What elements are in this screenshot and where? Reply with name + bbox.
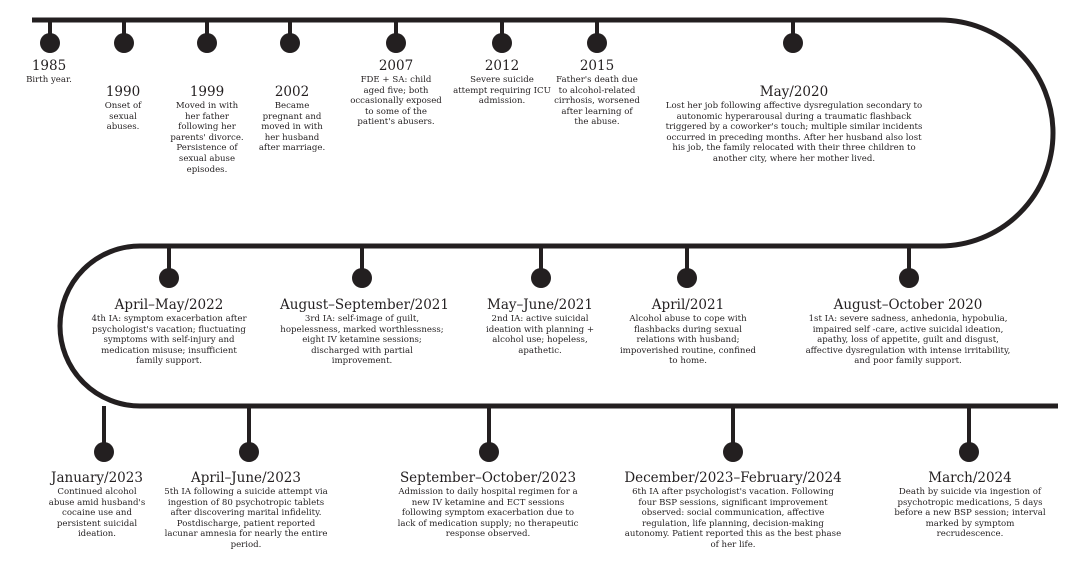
- event-date: 2007: [378, 58, 414, 74]
- event-description: FDE + SA: child aged five; both occasionally exposed to some of the patient's abusers.: [350, 75, 442, 128]
- event-description: 1st IA: severe sadness, anhedonia, hypobulia, impaired self -care, active suicidal ideation, apathy, loss of appetite, guilt and disgust, affective dysregulation with intense irritability, and poor family support.: [805, 314, 1011, 367]
- event-2002: [256, 84, 328, 154]
- event-1999: [169, 84, 245, 175]
- event-description: 4th IA: symptom exacerbation after psychologist's vacation; fluctuating symptoms with self-injury and medication misuse; insufficient family support.: [91, 314, 247, 367]
- event-description: Death by suicide via ingestion of psychotropic medications, 5 days before a new BSP session; interval marked by symptom recrudescence.: [894, 487, 1046, 540]
- event-description: 3rd IA: self-image of guilt, hopelessness, marked worthlessness; eight IV ketamine sessions; discharged with partial improvement.: [280, 314, 444, 367]
- event-description: Continued alcohol abuse amid husband's cocaine use and persistent suicidal ideation.: [48, 487, 146, 540]
- event-april-may-2022: [88, 297, 250, 367]
- event-date: May/2020: [759, 84, 829, 100]
- event-description: Onset of sexual abuses.: [104, 101, 142, 133]
- event-node: [197, 33, 217, 53]
- event-date: April/2021: [651, 297, 725, 313]
- event-2012: [452, 58, 552, 107]
- event-description: Lost her job following affective dysregulation secondary to autonomic hyperarousal during a traumatic flashback triggered by a coworker's touch; multiple similar incidents occurred in preceding months. After her husband also lost his job, the family relocated with their three children to another city, where her mother lived.: [665, 101, 923, 164]
- event-node: [94, 442, 114, 462]
- event-april-2021: [618, 297, 758, 367]
- event-date: 2012: [484, 58, 520, 74]
- event-description: Birth year.: [26, 75, 72, 85]
- event-dec-2023-feb-2024: [622, 470, 844, 551]
- event-date: August–September/2021: [280, 297, 449, 313]
- event-aug-sep-2021: [280, 297, 449, 367]
- event-apr-jun-2023: [164, 470, 328, 551]
- event-jan-2023: [44, 470, 150, 540]
- event-description: 2nd IA: active suicidal ideation with planning + alcohol use; hopeless, apathetic.: [485, 314, 595, 356]
- event-node: [723, 442, 743, 462]
- event-date: 1990: [105, 84, 141, 100]
- event-node: [159, 268, 179, 288]
- event-aug-oct-2020: [800, 297, 1016, 367]
- event-2007: [350, 58, 442, 128]
- event-may-jun-2021: [478, 297, 602, 356]
- event-date: May–June/2021: [487, 297, 593, 313]
- event-node: [114, 33, 134, 53]
- event-2015: [554, 58, 640, 128]
- event-date: 2002: [274, 84, 310, 100]
- event-node: [40, 33, 60, 53]
- event-node: [492, 33, 512, 53]
- event-node: [352, 268, 372, 288]
- event-sep-oct-2023: [396, 470, 580, 540]
- event-node: [280, 33, 300, 53]
- event-date: August–October 2020: [833, 297, 983, 313]
- event-node: [959, 442, 979, 462]
- event-date: 1999: [189, 84, 225, 100]
- event-node: [677, 268, 697, 288]
- event-date: 2015: [579, 58, 615, 74]
- event-date: January/2023: [51, 470, 143, 486]
- event-1990: [94, 84, 152, 133]
- event-description: Became pregnant and moved in with her husband after marriage.: [258, 101, 326, 154]
- event-node: [531, 268, 551, 288]
- event-node: [386, 33, 406, 53]
- event-node: [899, 268, 919, 288]
- event-node: [587, 33, 607, 53]
- event-description: 6th IA after psychologist's vacation. Following four BSP sessions, significant improvement observed: social communication, affective regulation, life planning, decision-making autonomy. Patient reported this as the best phase of her life.: [624, 487, 842, 550]
- event-date: December/2023–February/2024: [624, 470, 842, 486]
- event-node: [479, 442, 499, 462]
- event-date: April–June/2023: [191, 470, 301, 486]
- event-date: 1985: [31, 58, 67, 74]
- event-description: 5th IA following a suicide attempt via ingestion of 80 psychotropic tablets after discovering marital infidelity. Postdischarge, patient reported lacunar amnesia for nearly the entire period.: [164, 487, 328, 550]
- event-date: March/2024: [928, 470, 1012, 486]
- event-node: [239, 442, 259, 462]
- event-date: April–May/2022: [114, 297, 224, 313]
- event-1985: [20, 58, 78, 86]
- event-description: Admission to daily hospital regimen for a new IV ketamine and ECT sessions following symptom exacerbation due to lack of medication supply; no therapeutic response observed.: [397, 487, 579, 540]
- event-march-2024: [894, 470, 1046, 540]
- event-description: Alcohol abuse to cope with flashbacks during sexual relations with husband; impoverished routine, confined to home.: [619, 314, 757, 367]
- event-description: Severe suicide attempt requiring ICU admission.: [453, 75, 551, 107]
- event-date: September–October/2023: [399, 470, 577, 486]
- event-description: Moved in with her father following her parents' divorce. Persistence of sexual abuse episodes.: [170, 101, 244, 175]
- event-description: Father's death due to alcohol-related cirrhosis, worsened after learning of the abuse.: [554, 75, 640, 128]
- event-may-2020: [663, 84, 925, 165]
- event-node: [783, 33, 803, 53]
